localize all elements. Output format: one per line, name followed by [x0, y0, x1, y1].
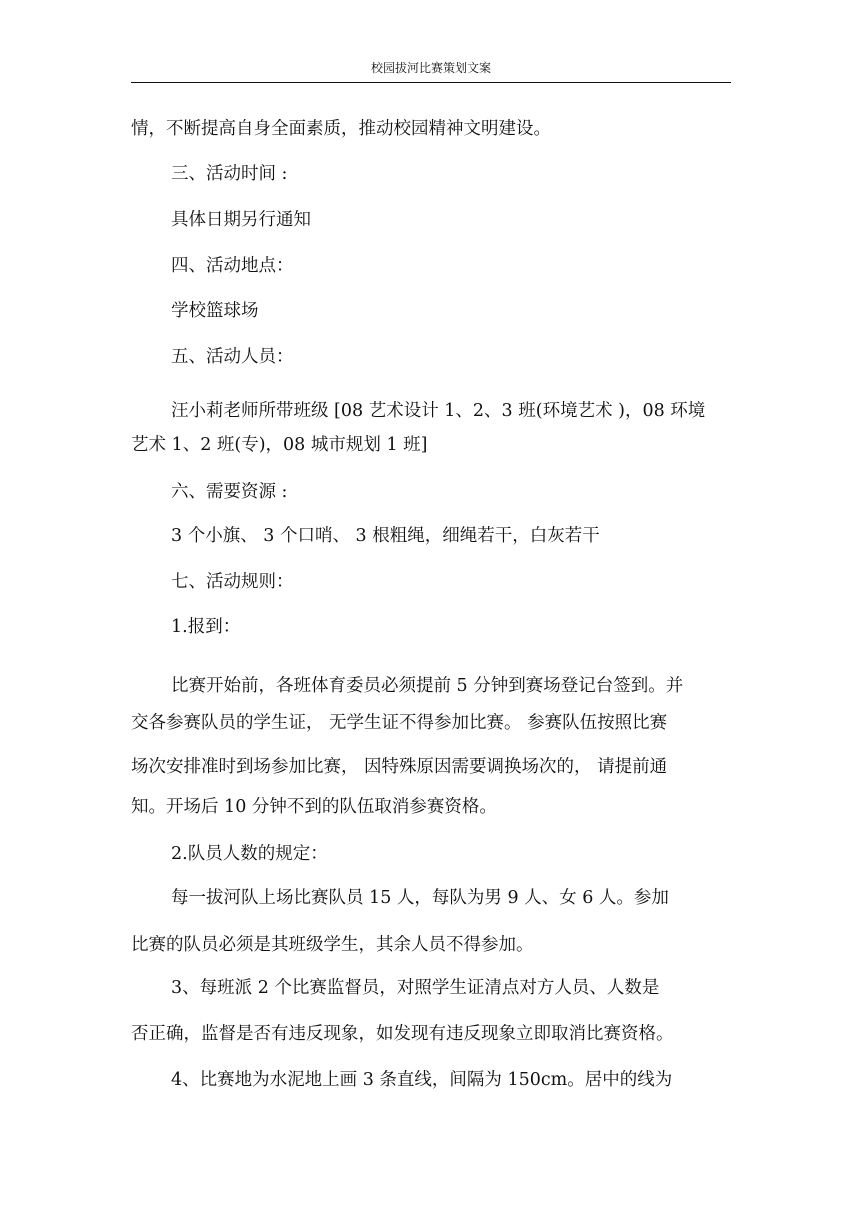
subsection-heading: 1.报到： [171, 617, 241, 637]
body-line: 艺术 1、2 班(专)，08 城市规划 1 班] [131, 435, 428, 455]
body-line: 4、比赛地为水泥地上画 3 条直线，间隔为 150cm。居中的线为 [171, 1070, 673, 1090]
body-line: 知。开场后 10 分钟不到的队伍取消参赛资格。 [131, 797, 497, 817]
body-line: 交各参赛队员的学生证， 无学生证不得参加比赛。 参赛队伍按照比赛 [131, 713, 668, 733]
body-line: 比赛开始前，各班体育委员必须提前 5 分钟到赛场登记台签到。并 [171, 676, 684, 696]
body-line: 情，不断提高自身全面素质，推动校园精神文明建设。 [131, 119, 551, 139]
section-heading: 三、活动时间 : [171, 164, 288, 184]
body-line: 场次安排准时到场参加比赛， 因特殊原因需要调换场次的， 请提前通 [131, 757, 668, 777]
body-line: 否正确，监督是否有违反现象，如发现有违反现象立即取消比赛资格。 [131, 1024, 674, 1044]
section-heading: 五、活动人员： [171, 347, 294, 367]
body-line: 具体日期另行通知 [171, 210, 311, 230]
body-line: 比赛的队员必须是其班级学生，其余人员不得参加。 [131, 935, 534, 955]
header-divider [131, 82, 731, 83]
section-heading: 七、活动规则： [171, 572, 294, 592]
body-line: 3 个小旗、 3 个口哨、 3 根粗绳，细绳若干，白灰若干 [171, 526, 600, 546]
section-heading: 六、需要资源 : [171, 482, 288, 502]
body-line: 每一拔河队上场比赛队员 15 人，每队为男 9 人、女 6 人。参加 [171, 888, 669, 908]
body-line: 学校篮球场 [171, 301, 259, 321]
section-heading: 四、活动地点： [171, 256, 294, 276]
body-line: 汪小莉老师所带班级 [08 艺术设计 1、2、3 班(环境艺术 )，08 环境 [171, 401, 706, 421]
body-line: 3、每班派 2 个比赛监督员，对照学生证清点对方人员、人数是 [171, 978, 660, 998]
running-header: 校园拔河比赛策划文案 [370, 61, 491, 75]
subsection-heading: 2.队员人数的规定： [171, 844, 328, 864]
